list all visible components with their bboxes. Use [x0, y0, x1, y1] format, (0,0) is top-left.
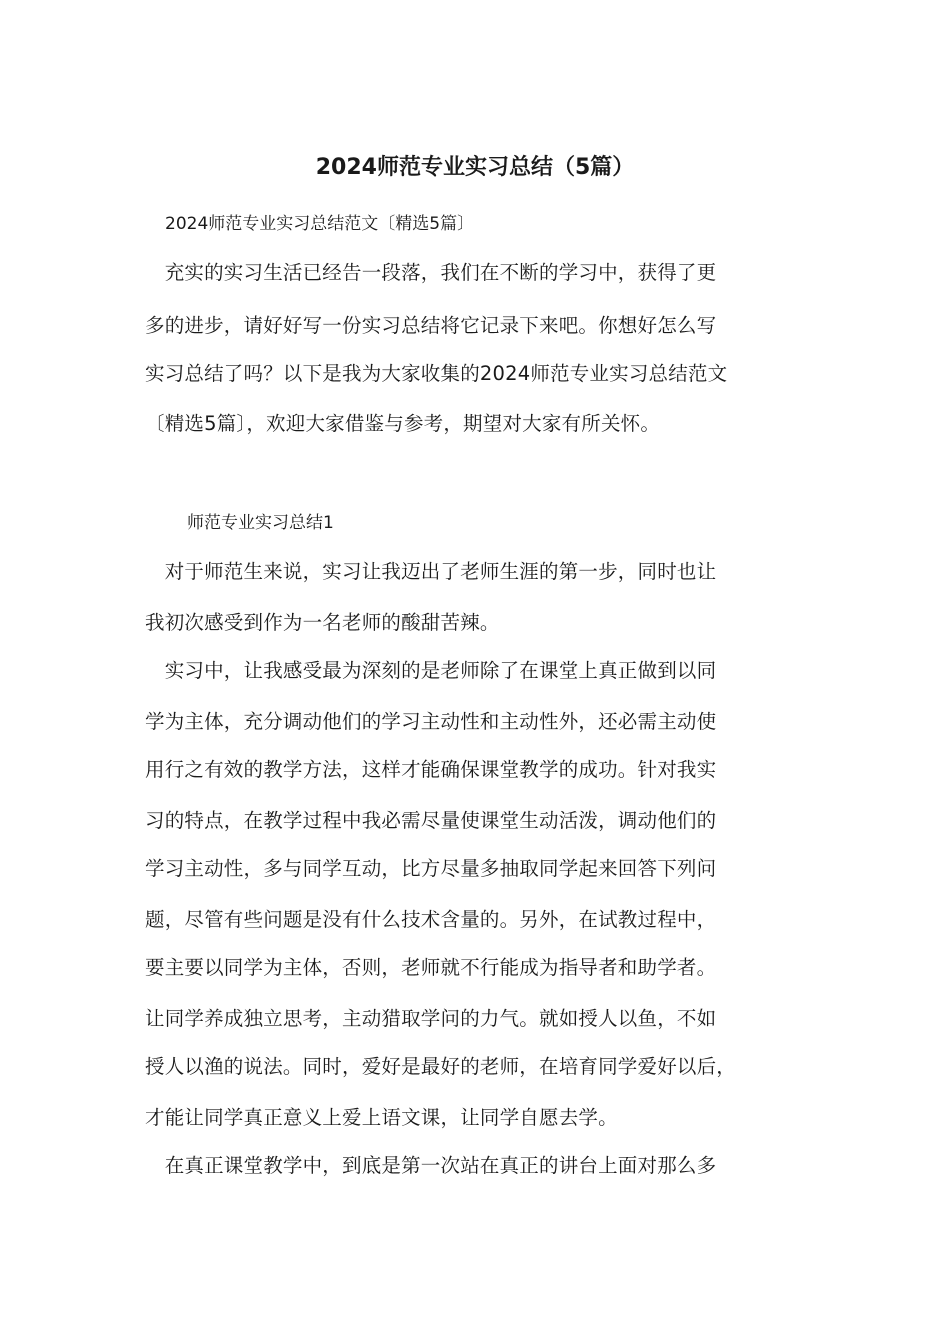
body-line: 题，尽管有些问题是没有什么技术含量的。另外，在试教过程中， — [145, 908, 717, 931]
body-line: 在真正课堂教学中，到底是第一次站在真正的讲台上面对那么多 — [145, 1154, 717, 1177]
intro-line: 实习总结了吗？以下是我为大家收集的2024师范专业实习总结范文 — [145, 362, 728, 385]
body-line: 学为主体，充分调动他们的学习主动性和主动性外，还必需主动使 — [145, 710, 717, 733]
body-line: 我初次感受到作为一名老师的酸甜苦辣。 — [145, 611, 500, 634]
document-title: 2024师范专业实习总结（5篇） — [315, 155, 635, 180]
document-subtitle: 2024师范专业实习总结范文〔精选5篇〕 — [165, 214, 475, 234]
body-line: 实习中，让我感受最为深刻的是老师除了在课堂上真正做到以同 — [145, 659, 717, 682]
section-heading: 师范专业实习总结1 — [187, 513, 334, 533]
intro-line: 多的进步，请好好写一份实习总结将它记录下来吧。你想好怎么写 — [145, 314, 717, 337]
body-line: 授人以渔的说法。同时，爱好是最好的老师，在培育同学爱好以后， — [145, 1055, 737, 1078]
body-line: 用行之有效的教学方法，这样才能确保课堂教学的成功。针对我实 — [145, 758, 717, 781]
body-line: 才能让同学真正意义上爱上语文课，让同学自愿去学。 — [145, 1106, 618, 1129]
intro-line: 〔精选5篇〕，欢迎大家借鉴与参考，期望对大家有所关怀。 — [145, 412, 661, 435]
intro-line: 充实的实习生活已经告一段落，我们在不断的学习中，获得了更 — [145, 261, 717, 284]
body-line: 习的特点，在教学过程中我必需尽量使课堂生动活泼，调动他们的 — [145, 809, 717, 832]
body-line: 对于师范生来说，实习让我迈出了老师生涯的第一步，同时也让 — [145, 560, 717, 583]
body-line: 学习主动性，多与同学互动，比方尽量多抽取同学起来回答下列问 — [145, 857, 717, 880]
body-line: 要主要以同学为主体，否则，老师就不行能成为指导者和助学者。 — [145, 956, 717, 979]
body-line: 让同学养成独立思考，主动猎取学问的力气。就如授人以鱼，不如 — [145, 1007, 717, 1030]
